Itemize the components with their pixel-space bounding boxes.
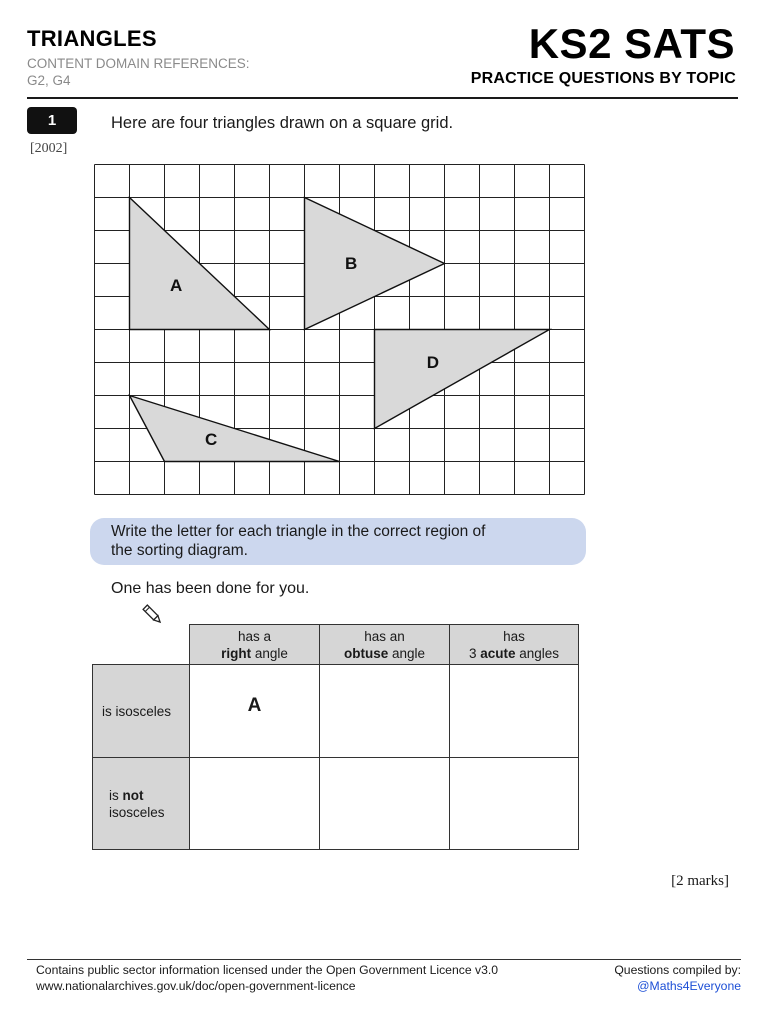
- triangle-d: [375, 330, 550, 429]
- header-divider: [27, 97, 738, 99]
- brand-tagline: PRACTICE QUESTIONS BY TOPIC: [470, 70, 736, 87]
- content-domain-label: CONTENT DOMAIN REFERENCES:: [27, 56, 250, 71]
- column-header-right-angle: has a right angle: [189, 624, 320, 665]
- triangle-grid: [94, 164, 586, 496]
- row-header-isosceles: is isosceles: [92, 664, 190, 758]
- compiled-by-label: Questions compiled by:: [614, 963, 741, 977]
- content-domain-references: [27, 55, 250, 89]
- instruction-line-2: the sorting diagram.: [111, 542, 248, 559]
- licence-notice: [36, 963, 498, 994]
- compiler-handle-link[interactable]: @Maths4Everyone: [637, 978, 741, 993]
- compiler-credit: [614, 963, 741, 994]
- answer-cell-not-isosceles-right[interactable]: [189, 757, 320, 850]
- brand-title: KS2 SATS: [528, 20, 735, 67]
- triangle-label-d: D: [426, 353, 439, 372]
- question-year: [2002]: [30, 141, 68, 156]
- answer-letter: A: [247, 695, 262, 716]
- triangle-label-a: A: [170, 276, 183, 295]
- footer-divider: [27, 959, 741, 960]
- question-text: Here are four triangles drawn on a square grid.: [111, 114, 454, 132]
- triangle-label-b: B: [345, 254, 358, 273]
- answer-cell-isosceles-acute[interactable]: [449, 664, 579, 758]
- licence-line: Contains public sector information licensed under the Open Government Licence v3.0: [36, 963, 499, 977]
- question-number-badge: 1: [27, 107, 77, 134]
- licence-url[interactable]: www.nationalarchives.gov.uk/doc/open-government-licence: [36, 978, 356, 993]
- row-header-not-isosceles: is not isosceles: [92, 757, 190, 850]
- page-title: TRIANGLES: [27, 26, 157, 51]
- marks-label: [2 marks]: [671, 873, 729, 889]
- answer-cell-not-isosceles-acute[interactable]: [449, 757, 579, 850]
- triangle-label-c: C: [205, 430, 218, 449]
- instruction-line-1: Write the letter for each triangle in the correct region of: [111, 523, 486, 540]
- sorting-diagram: [92, 624, 579, 850]
- answer-cell-not-isosceles-obtuse[interactable]: [319, 757, 450, 850]
- answer-cell-isosceles-right[interactable]: [189, 664, 320, 758]
- content-domain-codes: G2, G4: [27, 73, 71, 88]
- answer-cell-isosceles-obtuse[interactable]: [319, 664, 450, 758]
- example-note: One has been done for you.: [111, 580, 310, 597]
- column-header-acute-angles: has 3 acute angles: [449, 624, 579, 665]
- column-header-obtuse-angle: has an obtuse angle: [319, 624, 450, 665]
- instruction-box: [90, 518, 586, 565]
